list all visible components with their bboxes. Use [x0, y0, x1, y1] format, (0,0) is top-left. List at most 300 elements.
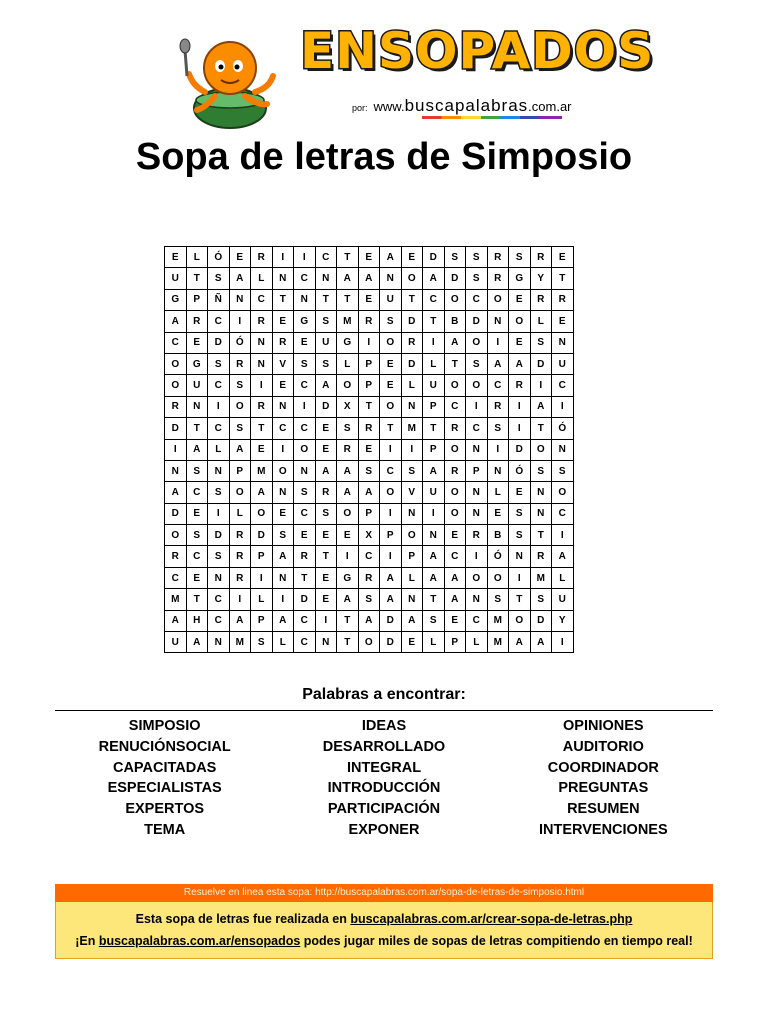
grid-cell: O: [466, 332, 488, 353]
word-item: TEMA: [144, 821, 186, 838]
grid-cell: L: [186, 247, 208, 268]
grid-cell: C: [552, 503, 574, 524]
grid-cell: S: [509, 247, 531, 268]
grid-cell: A: [509, 353, 531, 374]
grid-cell: R: [358, 311, 380, 332]
grid-cell: R: [315, 482, 337, 503]
grid-cell: S: [358, 589, 380, 610]
grid-cell: T: [552, 268, 574, 289]
grid-cell: N: [272, 396, 294, 417]
grid-cell: C: [165, 332, 187, 353]
grid-cell: I: [423, 332, 445, 353]
grid-cell: M: [487, 632, 509, 653]
grid-cell: I: [401, 439, 423, 460]
grid-cell: O: [466, 375, 488, 396]
word-item: EXPERTOS: [125, 801, 205, 818]
grid-cell: T: [423, 418, 445, 439]
grid-cell: N: [401, 396, 423, 417]
grid-cell: O: [165, 525, 187, 546]
grid-row: [165, 247, 574, 268]
grid-cell: E: [552, 247, 574, 268]
grid-cell: C: [466, 289, 488, 310]
grid-cell: G: [337, 332, 359, 353]
online-solve-link[interactable]: Resuelve en linea esta sopa: http://buscapalabras.com.ar/sopa-de-letras-de-simposio.html: [55, 884, 713, 902]
grid-cell: G: [294, 311, 316, 332]
grid-cell: N: [466, 439, 488, 460]
grid-cell: S: [530, 589, 552, 610]
grid-cell: S: [294, 353, 316, 374]
grid-cell: N: [294, 460, 316, 481]
grid-cell: O: [251, 503, 273, 524]
grid-cell: I: [315, 610, 337, 631]
grid-cell: I: [208, 503, 230, 524]
grid-cell: N: [315, 268, 337, 289]
grid-cell: A: [229, 439, 251, 460]
grid-cell: P: [251, 610, 273, 631]
grid-cell: R: [552, 289, 574, 310]
ensopados-link[interactable]: buscapalabras.com.ar/ensopados: [98, 934, 301, 948]
grid-cell: C: [186, 546, 208, 567]
grid-cell: I: [552, 396, 574, 417]
grid-cell: I: [272, 589, 294, 610]
grid-cell: Y: [552, 610, 574, 631]
grid-cell: A: [272, 610, 294, 631]
grid-cell: S: [552, 460, 574, 481]
grid-cell: A: [337, 482, 359, 503]
grid-cell: E: [509, 482, 531, 503]
grid-cell: C: [487, 375, 509, 396]
grid-cell: C: [294, 418, 316, 439]
grid-cell: A: [315, 375, 337, 396]
grid-cell: A: [423, 567, 445, 588]
grid-cell: L: [251, 268, 273, 289]
grid-cell: T: [423, 311, 445, 332]
grid-row: [165, 546, 574, 567]
grid-cell: O: [337, 503, 359, 524]
grid-cell: R: [530, 546, 552, 567]
grid-cell: T: [380, 418, 402, 439]
grid-cell: S: [509, 525, 531, 546]
grid-cell: O: [509, 610, 531, 631]
grid-cell: L: [423, 632, 445, 653]
grid-cell: E: [186, 332, 208, 353]
grid-cell: P: [358, 375, 380, 396]
grid-cell: I: [552, 525, 574, 546]
grid-cell: T: [337, 247, 359, 268]
grid-cell: S: [272, 525, 294, 546]
grid-cell: O: [487, 289, 509, 310]
grid-row: [165, 632, 574, 653]
word-column: [494, 716, 713, 841]
grid-cell: N: [466, 503, 488, 524]
grid-cell: O: [380, 332, 402, 353]
grid-cell: I: [530, 375, 552, 396]
grid-cell: N: [487, 460, 509, 481]
footer-line-1-text: Esta sopa de letras fue realizada en: [135, 912, 351, 926]
grid-cell: I: [358, 332, 380, 353]
grid-cell: L: [229, 503, 251, 524]
grid-cell: C: [208, 418, 230, 439]
grid-cell: M: [401, 418, 423, 439]
grid-cell: C: [444, 396, 466, 417]
footer-line-2-prefix: ¡En: [75, 934, 99, 948]
grid-cell: I: [294, 396, 316, 417]
grid-cell: O: [380, 482, 402, 503]
logo-by-tld: .com.ar: [528, 99, 572, 114]
grid-cell: D: [165, 503, 187, 524]
grid-cell: C: [380, 460, 402, 481]
grid-cell: M: [530, 567, 552, 588]
grid-cell: A: [251, 482, 273, 503]
grid-row: [165, 503, 574, 524]
grid-cell: T: [509, 589, 531, 610]
grid-cell: T: [530, 418, 552, 439]
grid-cell: O: [337, 375, 359, 396]
grid-cell: E: [487, 503, 509, 524]
grid-cell: A: [272, 546, 294, 567]
grid-cell: A: [530, 396, 552, 417]
grid-cell: H: [186, 610, 208, 631]
grid-cell: A: [444, 567, 466, 588]
grid-cell: A: [229, 268, 251, 289]
grid-cell: E: [380, 375, 402, 396]
grid-cell: A: [165, 482, 187, 503]
grid-cell: R: [401, 332, 423, 353]
grid-cell: E: [358, 247, 380, 268]
footer-line-1: [56, 908, 712, 930]
grid-cell: I: [552, 632, 574, 653]
grid-cell: S: [466, 247, 488, 268]
grid-cell: Ó: [552, 418, 574, 439]
grid-cell: A: [444, 332, 466, 353]
grid-cell: G: [509, 268, 531, 289]
grid-cell: N: [487, 311, 509, 332]
grid-cell: E: [401, 247, 423, 268]
grid-cell: E: [186, 503, 208, 524]
footer: [55, 884, 713, 960]
grid-cell: R: [165, 396, 187, 417]
grid-cell: O: [444, 503, 466, 524]
grid-cell: E: [294, 525, 316, 546]
grid-cell: U: [552, 353, 574, 374]
grid-cell: R: [530, 289, 552, 310]
grid-cell: C: [552, 375, 574, 396]
word-item: DESARROLLADO: [322, 738, 446, 755]
grid-cell: L: [337, 353, 359, 374]
grid-cell: Ó: [509, 460, 531, 481]
grid-cell: O: [358, 632, 380, 653]
grid-cell: R: [487, 247, 509, 268]
grid-row: [165, 610, 574, 631]
grid-cell: N: [208, 460, 230, 481]
grid-cell: L: [423, 353, 445, 374]
grid-cell: I: [380, 546, 402, 567]
word-list: [55, 716, 713, 841]
grid-cell: R: [186, 311, 208, 332]
grid-cell: T: [423, 589, 445, 610]
grid-cell: A: [337, 589, 359, 610]
word-item: RESUMEN: [567, 801, 640, 818]
grid-cell: P: [380, 525, 402, 546]
grid-cell: A: [423, 546, 445, 567]
grid-cell: S: [208, 268, 230, 289]
grid-cell: E: [229, 247, 251, 268]
grid-cell: N: [401, 589, 423, 610]
grid-cell: E: [165, 247, 187, 268]
grid-cell: O: [530, 439, 552, 460]
grid-cell: M: [165, 589, 187, 610]
grid-cell: U: [165, 268, 187, 289]
grid-cell: C: [272, 418, 294, 439]
grid-cell: U: [552, 589, 574, 610]
grid-cell: O: [380, 396, 402, 417]
logo-by-brand: buscapalabras: [404, 96, 529, 115]
grid-cell: S: [251, 632, 273, 653]
grid-cell: R: [251, 311, 273, 332]
grid-cell: E: [315, 589, 337, 610]
grid-cell: L: [530, 311, 552, 332]
grid-cell: O: [229, 482, 251, 503]
word-item: ESPECIALISTAS: [107, 780, 222, 797]
grid-cell: N: [552, 332, 574, 353]
grid-cell: D: [530, 610, 552, 631]
grid-row: [165, 268, 574, 289]
grid-cell: C: [186, 482, 208, 503]
grid-cell: S: [380, 311, 402, 332]
grid-cell: N: [294, 289, 316, 310]
grid-cell: X: [337, 396, 359, 417]
grid-cell: R: [165, 546, 187, 567]
grid-cell: G: [186, 353, 208, 374]
grid-cell: U: [186, 375, 208, 396]
grid-cell: I: [380, 503, 402, 524]
word-item: COORDINADOR: [547, 759, 659, 776]
grid-cell: P: [358, 353, 380, 374]
grid-cell: I: [487, 332, 509, 353]
grid-cell: O: [272, 460, 294, 481]
logo-byline: [352, 96, 572, 116]
grid-cell: T: [530, 525, 552, 546]
grid-cell: S: [229, 418, 251, 439]
grid-cell: I: [509, 567, 531, 588]
grid-row: [165, 289, 574, 310]
grid-cell: D: [380, 610, 402, 631]
grid-cell: A: [487, 353, 509, 374]
grid-cell: I: [380, 439, 402, 460]
grid-cell: E: [444, 525, 466, 546]
grid-cell: N: [466, 589, 488, 610]
grid-cell: R: [487, 268, 509, 289]
grid-cell: A: [358, 482, 380, 503]
grid-cell: D: [401, 353, 423, 374]
grid-cell: R: [272, 332, 294, 353]
grid-cell: N: [186, 396, 208, 417]
grid-cell: T: [401, 289, 423, 310]
grid-cell: Ó: [229, 332, 251, 353]
grid-cell: A: [165, 610, 187, 631]
word-item: IDEAS: [361, 718, 407, 734]
grid-cell: I: [229, 311, 251, 332]
grid-cell: T: [337, 632, 359, 653]
grid-cell: C: [423, 289, 445, 310]
grid-cell: I: [251, 375, 273, 396]
grid-cell: D: [509, 439, 531, 460]
word-item: CAPACITADAS: [112, 759, 217, 776]
grid-cell: D: [165, 418, 187, 439]
grid-cell: I: [165, 439, 187, 460]
grid-cell: S: [444, 247, 466, 268]
grid-cell: R: [229, 567, 251, 588]
grid-cell: L: [466, 632, 488, 653]
grid-cell: C: [444, 546, 466, 567]
grid-cell: L: [401, 567, 423, 588]
grid-cell: R: [229, 525, 251, 546]
grid-cell: R: [337, 439, 359, 460]
page-title: Sopa de letras de Simposio: [135, 136, 633, 178]
grid-cell: I: [466, 546, 488, 567]
grid-cell: A: [380, 589, 402, 610]
grid-cell: O: [294, 439, 316, 460]
grid-cell: E: [315, 418, 337, 439]
grid-cell: U: [315, 332, 337, 353]
grid-cell: C: [294, 632, 316, 653]
grid-cell: S: [315, 311, 337, 332]
grid-cell: D: [401, 311, 423, 332]
grid-cell: R: [358, 567, 380, 588]
grid-cell: U: [380, 289, 402, 310]
grid-cell: C: [294, 503, 316, 524]
grid-cell: A: [358, 268, 380, 289]
grid-cell: I: [509, 418, 531, 439]
grid-cell: N: [401, 503, 423, 524]
grid-cell: P: [423, 396, 445, 417]
grid-cell: E: [186, 567, 208, 588]
grid-cell: A: [380, 247, 402, 268]
grid-cell: S: [530, 332, 552, 353]
grid-cell: A: [401, 610, 423, 631]
grid-cell: R: [251, 247, 273, 268]
grid-cell: L: [208, 439, 230, 460]
grid-cell: U: [423, 482, 445, 503]
grid-cell: M: [487, 610, 509, 631]
word-item: PREGUNTAS: [558, 780, 649, 797]
grid-cell: G: [165, 289, 187, 310]
grid-cell: C: [208, 589, 230, 610]
grid-cell: T: [272, 289, 294, 310]
grid-cell: B: [487, 525, 509, 546]
grid-cell: T: [294, 567, 316, 588]
grid-cell: V: [272, 353, 294, 374]
grid-cell: E: [251, 439, 273, 460]
footer-info-box: [55, 902, 713, 959]
grid-cell: D: [380, 632, 402, 653]
grid-cell: I: [272, 247, 294, 268]
grid-cell: E: [272, 375, 294, 396]
grid-row: [165, 589, 574, 610]
word-item: AUDITORIO: [562, 738, 644, 755]
grid-cell: C: [208, 375, 230, 396]
grid-cell: O: [444, 439, 466, 460]
grid-cell: N: [530, 503, 552, 524]
grid-cell: I: [251, 567, 273, 588]
grid-cell: T: [186, 268, 208, 289]
grid-cell: G: [337, 567, 359, 588]
grid-cell: I: [487, 439, 509, 460]
grid-cell: S: [466, 268, 488, 289]
logo-text: ENSOPADOS: [300, 22, 655, 80]
grid-cell: C: [251, 289, 273, 310]
grid-cell: S: [358, 460, 380, 481]
grid-cell: E: [315, 567, 337, 588]
grid-row: [165, 525, 574, 546]
grid-cell: P: [251, 546, 273, 567]
grid-cell: R: [444, 418, 466, 439]
grid-cell: R: [229, 353, 251, 374]
grid-cell: A: [444, 589, 466, 610]
grid-cell: A: [358, 610, 380, 631]
grid-cell: A: [552, 546, 574, 567]
grid-cell: O: [165, 375, 187, 396]
grid-cell: E: [337, 525, 359, 546]
grid-row: [165, 311, 574, 332]
grid-cell: R: [229, 546, 251, 567]
grid-cell: B: [444, 311, 466, 332]
grid-cell: V: [401, 482, 423, 503]
grid-cell: A: [423, 460, 445, 481]
grid-cell: O: [444, 375, 466, 396]
footer-line-2-suffix: podes jugar miles de sopas de letras compitiendo en tiempo real!: [300, 934, 693, 948]
grid-cell: R: [487, 396, 509, 417]
grid-cell: A: [315, 460, 337, 481]
grid-cell: N: [466, 482, 488, 503]
grid-cell: P: [401, 546, 423, 567]
grid-cell: O: [466, 567, 488, 588]
word-item: EXPONER: [348, 821, 420, 838]
word-item: INTERVENCIONES: [538, 821, 668, 838]
grid-cell: A: [186, 439, 208, 460]
grid-cell: I: [208, 396, 230, 417]
grid-row: [165, 460, 574, 481]
grid-cell: D: [466, 311, 488, 332]
grid-cell: C: [165, 567, 187, 588]
grid-row: [165, 567, 574, 588]
grid-cell: Ó: [208, 247, 230, 268]
grid-cell: N: [208, 567, 230, 588]
grid-cell: R: [509, 375, 531, 396]
grid-cell: P: [423, 439, 445, 460]
grid-cell: T: [315, 289, 337, 310]
grid-cell: X: [358, 525, 380, 546]
grid-cell: O: [444, 482, 466, 503]
grid-cell: A: [509, 632, 531, 653]
create-puzzle-link[interactable]: buscapalabras.com.ar/crear-sopa-de-letras.php: [350, 912, 633, 926]
word-column: [55, 716, 274, 841]
grid-cell: D: [208, 525, 230, 546]
logo-by-www: www.: [373, 99, 405, 114]
grid-cell: N: [251, 353, 273, 374]
grid-row: [165, 396, 574, 417]
grid-cell: S: [315, 353, 337, 374]
grid-cell: C: [294, 375, 316, 396]
grid-cell: S: [186, 525, 208, 546]
grid-cell: N: [272, 567, 294, 588]
grid-cell: P: [358, 503, 380, 524]
grid-cell: C: [208, 610, 230, 631]
grid-cell: I: [423, 503, 445, 524]
grid-cell: D: [530, 353, 552, 374]
grid-cell: N: [208, 632, 230, 653]
grid-cell: C: [466, 610, 488, 631]
